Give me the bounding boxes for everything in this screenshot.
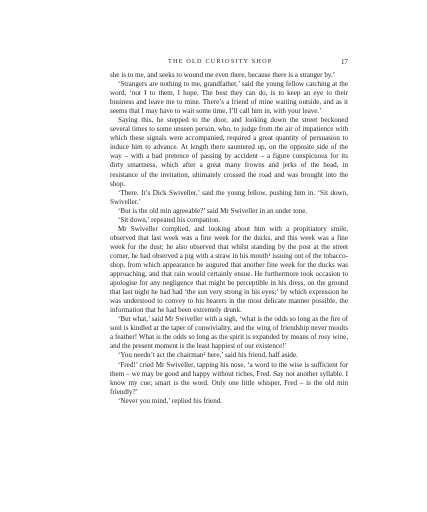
paragraph: Mr Swiveller complied, and looking about him with a propitiatory smile, observed that last week was a fine week for the ducks, and this week was a fine week for the dust; he also observed that whilst standing by the post at the street corner, he had observed a pig with a straw in his mouth¹ issuing out of the tobacco-shop, from which appearance he augured that another fine week for the ducks was approaching, and that rain would certainly ensue. He furthermore took occasion to apologise for any negligence that might be perceptible in his dress, on the ground that last night he had had ‘the sun very strong in his eyes;’ by which expression he was understood to convey to his hearers in the most delicate manner possible, the information that he had been extremely drunk. [110,224,348,315]
paragraph: ‘Fred!’ cried Mr Swiveller, tapping his nose, ‘a word to the wise is sufficient for them – we may be good and happy without riches, Fred. Say not another syllable. I know my cue; smart is the word. Only one little whisper, Fred – is the old min friendly?’ [110,360,348,396]
paragraph: ‘Never you mind,’ replied his friend. [118,396,223,405]
running-title: THE OLD CURIOSITY SHOP [168,58,273,65]
paragraph: ‘Strangers are nothing to me, grandfather,’ said the young fellow catching at the word, ‘nor I to them, I hope. The best they can do, is to keep an eye to their business and leave me to mine. There’s a friend of mine waiting outside, and as it seems that I may have to wait some time, I’ll call him in, with your leave.’ [110,80,348,116]
paragraph: ‘You needn’t act the chairman² here,’ said his friend, half aside. [118,351,298,360]
paragraph: Saying this, he stepped to the door, and looking down the street beckoned several times to some unseen person, who, to judge from the air of impatience with which these signals were accompanied, required a great quantity of persuasion to induce him to advance. At length there sauntered up, on the opposite side of the way – with a bad pretence of passing by accident – a figure conspicuous for its dirty smartness, which after a great many frowns and jerks of the head, in resistance of the invitation, ultimately crossed the road and was brought into the shop. [110,116,348,188]
paragraph: she is to me, and seeks to wound me even there, because there is a stranger by.’ [110,71,336,79]
paragraph: ‘Sit down,’ repeated his companion. [118,215,221,224]
page-number: 17 [341,58,348,66]
paragraph: ‘But what,’ said Mr Swiveller with a sigh, ‘what is the odds so long as the fire of soul is kindled at the taper of conwiviality, and the wing of friendship never moults a feather! What is the odds so long as the spirit is expanded by means of rosy wine, and the present moment is the least happiest of our existence!’ [110,315,348,351]
body-text [110,71,348,406]
page-header [110,58,348,68]
paragraph: ‘There. It’s Dick Swiveller,’ said the young fellow, pushing him in. ‘Sit down, Swiveller.’ [110,188,348,206]
paragraph: ‘But is the old min agreeable?’ said Mr Swiveller in an under tone. [118,206,308,215]
